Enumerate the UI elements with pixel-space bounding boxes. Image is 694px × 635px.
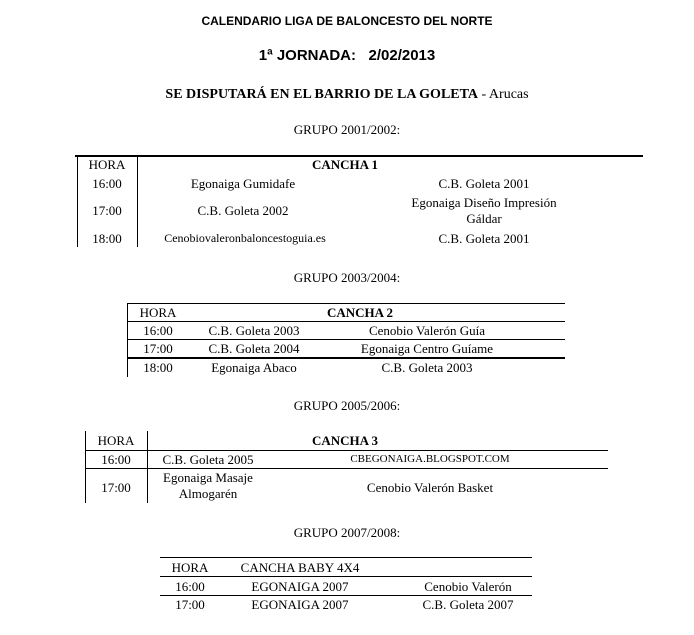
away-team: C.B. Goleta 2003 (381, 360, 473, 375)
court-header: CANCHA BABY 4X4 (240, 560, 360, 575)
time-cell: 16:00 (143, 323, 173, 338)
away-team: Cenobio Valerón (424, 579, 512, 594)
away-team: Cenobio Valerón Basket (366, 480, 494, 495)
group-label: GRUPO 2003/2004: (293, 270, 401, 285)
court-header: CANCHA 3 (311, 433, 379, 448)
home-team: C.B. Goleta 2003 (208, 323, 300, 338)
group-label: GRUPO 2007/2008: (293, 525, 401, 540)
group-label: GRUPO 2001/2002: (293, 122, 401, 137)
away-team: Cenobio Valerón Guía (368, 323, 486, 338)
time-cell: 18:00 (143, 360, 173, 375)
home-team: EGONAIGA 2007 (251, 597, 349, 612)
time-cell: 16:00 (92, 176, 122, 191)
home-team: Egonaiga Masaje (163, 470, 253, 485)
time-cell: 17:00 (175, 597, 205, 612)
away-team: Egonaiga Diseño Impresión (411, 195, 557, 210)
venue-main: SE DISPUTARÁ EN EL BARRIO DE LA GOLETA (165, 87, 479, 102)
away-team: Egonaiga Centro Guíame (360, 341, 494, 356)
venue-town: - Arucas (478, 87, 529, 102)
time-cell: 16:00 (101, 452, 131, 467)
home-team: C.B. Goleta 2004 (208, 341, 300, 356)
doc-title: CALENDARIO LIGA DE BALONCESTO DEL NORTE (201, 14, 493, 28)
hora-header: HORA (88, 157, 126, 172)
away-team-line2: Gáldar (466, 211, 502, 226)
hora-header: HORA (171, 560, 209, 575)
time-cell: 16:00 (175, 579, 205, 594)
court-header: CANCHA 2 (326, 305, 394, 320)
home-team-line2: Almogarén (178, 486, 238, 501)
jornada-date: 1ª JORNADA: 2/02/2013 (258, 47, 436, 64)
home-team: C.B. Goleta 2005 (162, 452, 254, 467)
home-team: C.B. Goleta 2002 (197, 203, 289, 218)
home-team: Egonaiga Abaco (211, 360, 297, 375)
home-team: Egonaiga Gumidafe (190, 176, 296, 191)
time-cell: 17:00 (101, 480, 131, 495)
court-header: CANCHA 1 (311, 157, 379, 172)
time-cell: 17:00 (143, 341, 173, 356)
time-cell: 18:00 (92, 231, 122, 246)
group-label: GRUPO 2005/2006: (293, 398, 401, 413)
hora-header: HORA (139, 305, 177, 320)
home-team: Cenobiovaleronbaloncestoguia.es (164, 231, 326, 245)
away-team: C.B. Goleta 2001 (438, 231, 530, 246)
home-team: EGONAIGA 2007 (251, 579, 349, 594)
time-cell: 17:00 (92, 203, 122, 218)
away-team: CBEGONAIGA.BLOGSPOT.COM (350, 453, 510, 465)
away-team: C.B. Goleta 2001 (438, 176, 530, 191)
venue (165, 87, 528, 102)
hora-header: HORA (97, 433, 135, 448)
away-team: C.B. Goleta 2007 (422, 597, 514, 612)
